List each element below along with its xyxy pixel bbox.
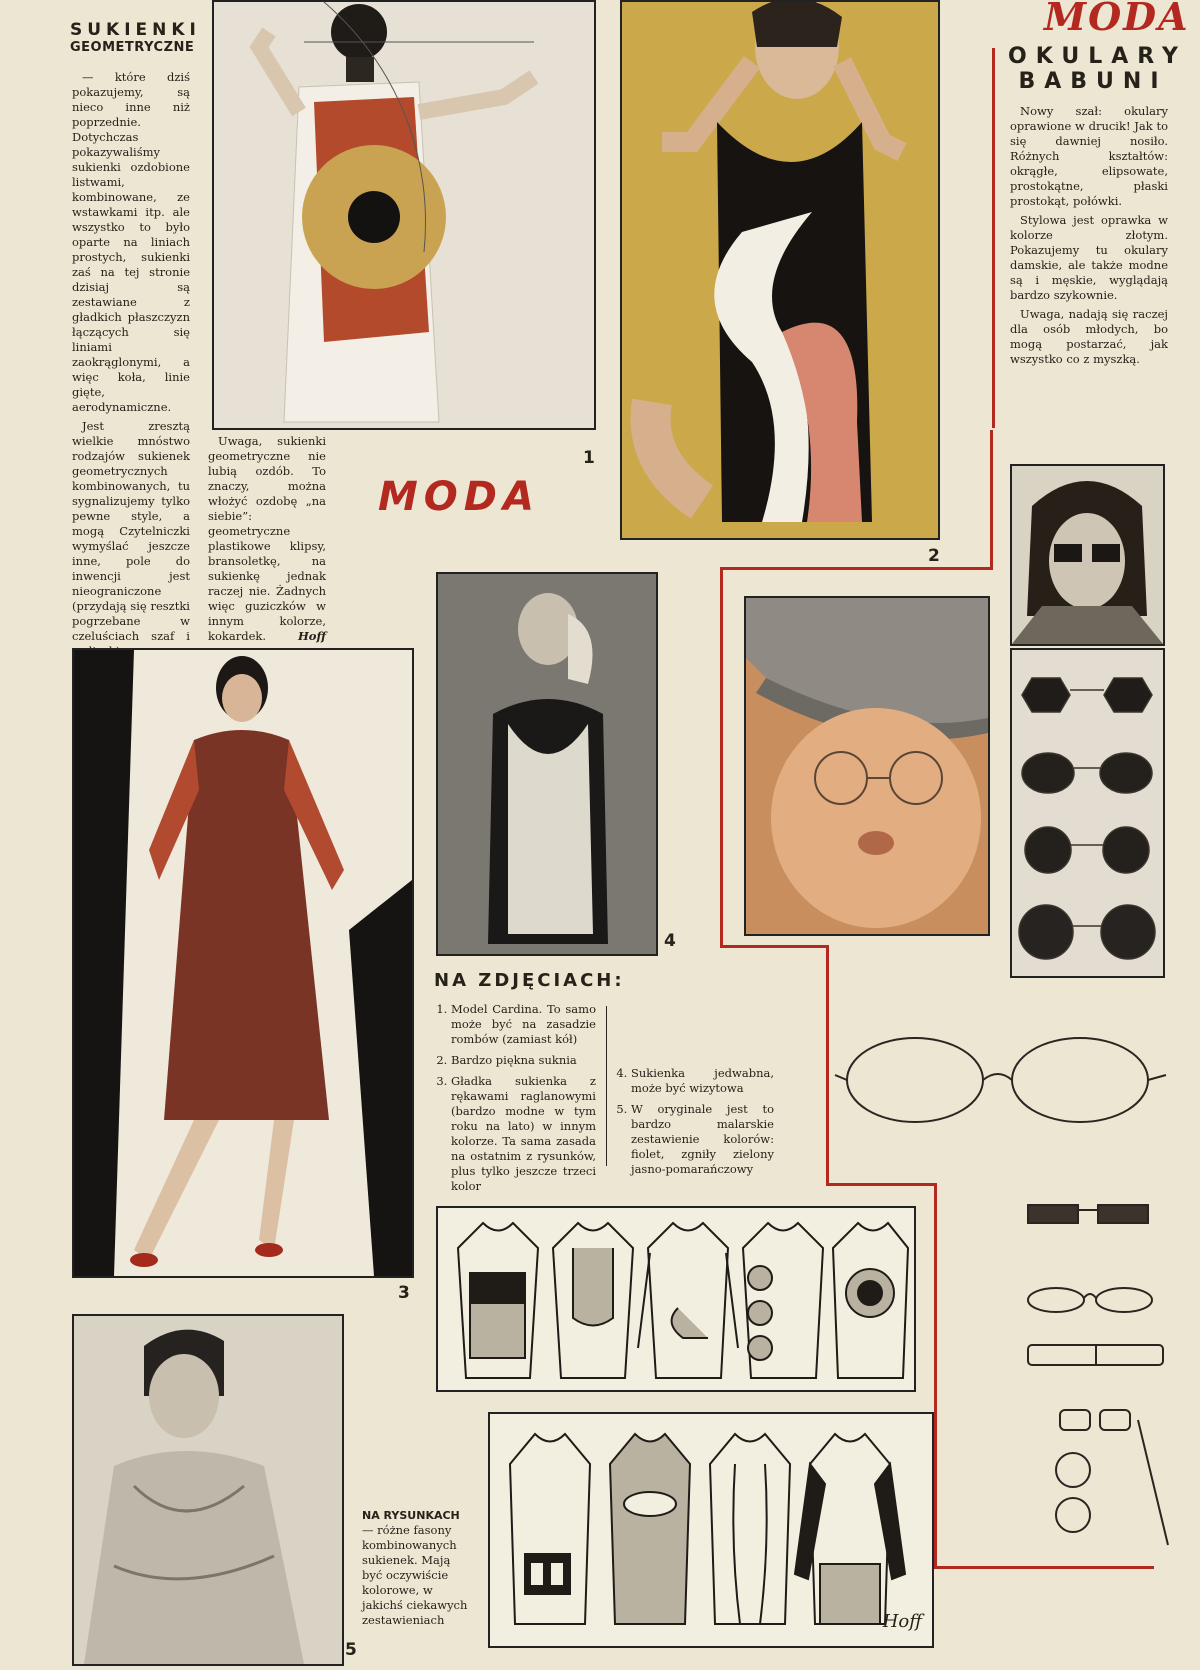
right-article-para2: Stylowa jest oprawka w kolorze złotym. Pokazujemy tu okulary damskie, ale także modne są i męskie, wyglądają bardzo szykownie. — [1010, 213, 1168, 302]
photo-4-silk-dress — [436, 572, 658, 956]
photo-sunglasses-collection — [1010, 648, 1165, 978]
sunglasses-collection-illustration — [1012, 650, 1163, 976]
photo-5-painterly-dress — [72, 1314, 344, 1666]
photo-3-number: 3 — [398, 1283, 410, 1303]
dress-sketches-row-1 — [436, 1206, 916, 1392]
left-article-signature: Hoff — [297, 629, 326, 643]
photo-3-raglan-dress — [72, 648, 414, 1278]
photo-cap-illustration — [746, 598, 988, 934]
left-article-column2 — [208, 434, 326, 644]
na-rysunkach-caption — [362, 1508, 474, 1628]
captions-divider — [606, 1006, 607, 1166]
caption-3: 3. Gładka sukienka z rękawami raglanowymi (bardzo modne w tym roku na lato) w innym kolorze. Ta sama zasada na ostatnim z rysunków, plus tylko jeszcze trzeci kolor — [451, 1074, 596, 1194]
caption-2: 2. Bardzo piękna suknia — [451, 1053, 596, 1068]
left-article-para2: Jest zresztą wielkie mnóstwo rodzajów sukienek geometrycznych kombinowanych, tu sygnalizujemy tylko pewne style, a mogą Czytelniczki wymyślać jeszcze inne, pole do inwencji jest nieograniczone (przydają się resztki pogrzebane w czeluściach szaf i — [72, 419, 190, 643]
dress-sketches-row-1-art — [438, 1208, 914, 1390]
photo-woman-with-cap-glasses — [744, 596, 990, 936]
left-article-para3: Uwaga, sukienki geometryczne nie lubią ozdób. To znaczy, można włożyć ozdobę „na siebie”: geometryczne plastikowe klipsy, bransoletkę, na sukienkę jednak raczej nie. Żadnych więc guziczków w innym kolorze, kokardek. — [208, 434, 326, 643]
moda-section-title: MODA — [378, 474, 540, 520]
left-article-para1: — które dziś pokazujemy, są nieco inne niż poprzednie. Dotychczas pokazywaliśmy sukienki ozdobione listwami, kombinowane, ze wstawkami itp. ale wszystko to było oparte na liniach prostych, sukienki zaś na tej stronie dzisiaj są zestawiane z gładkich płaszczyzn łączących się liniami zaokrąglonymi, a więc koła, linie gięte, aerodynamiczne. — [72, 70, 190, 414]
captions-list-b — [614, 1066, 774, 1177]
moda-masthead: MODA — [1044, 0, 1190, 39]
right-article-para1: Nowy szał: okulary oprawione w drucik! Jak to się dawniej nosiło. Różnych kształtów: okrągłe, elipsowate, prostokątne, płaski prostokąt, połówki. — [1010, 104, 1168, 208]
photo-1-geometric-dress — [212, 0, 596, 430]
photo-4-illustration — [438, 574, 656, 954]
caption-4: 4. Sukienka jedwabna, może być wizytowa — [631, 1066, 774, 1096]
red-border-step-h2 — [826, 1183, 936, 1186]
red-border-top — [720, 567, 992, 570]
na-zdjeciach-col1 — [434, 1002, 596, 1200]
dress-sketches-row-2 — [488, 1412, 934, 1648]
right-article-para3: Uwaga, nadają się raczej dla osób młodych, bo mogą postarzać, jak wszystko co z myszką. — [1010, 307, 1168, 366]
caption-1: 1. Model Cardina. To samo może być na zasadzie rombów (zamiast kół) — [451, 1002, 596, 1047]
photo-5-number: 5 — [345, 1640, 357, 1660]
na-zdjeciach-heading: NA ZDJĘCIACH: — [434, 970, 625, 991]
photo-2-illustration — [622, 2, 938, 538]
photo-sunglasses-illustration — [1012, 466, 1163, 644]
wire-glasses-drawing — [830, 1030, 1170, 1130]
red-border-step-v1 — [826, 945, 829, 1185]
right-article-title — [1008, 44, 1187, 94]
photo-4-number: 4 — [664, 931, 676, 951]
na-rysunkach-heading: NA RYSUNKACH — [362, 1509, 460, 1522]
left-article-title — [70, 20, 201, 55]
right-article-divider — [992, 48, 995, 428]
red-border-right — [990, 430, 993, 570]
photo-woman-sunglasses — [1010, 464, 1165, 646]
na-zdjeciach-col2 — [614, 1066, 774, 1183]
right-article-body — [1010, 104, 1168, 371]
photo-1-number: 1 — [583, 448, 595, 468]
left-title-line2: GEOMETRYCZNE — [70, 40, 195, 55]
na-rysunkach-text: — różne fasony kombinowanych sukienek. Mają być oczywiście kolorowe, w jakichś ciekawych zestawieniach — [362, 1523, 468, 1627]
sketch-signature: Hoff — [882, 1611, 922, 1632]
dress-sketches-row-2-art — [490, 1414, 932, 1646]
red-border-step-v2 — [934, 1183, 937, 1568]
left-article-column1 — [72, 70, 190, 663]
red-border-left — [720, 567, 723, 947]
red-border-bottom — [934, 1566, 1154, 1569]
photo-2-curved-dress — [620, 0, 940, 540]
photo-1-illustration — [214, 2, 594, 428]
photo-2-number: 2 — [928, 546, 940, 566]
small-glasses-drawings — [1018, 1170, 1178, 1550]
red-border-step-h1 — [720, 945, 828, 948]
left-title-line1: SUKIENKI — [70, 20, 201, 40]
captions-list-a — [434, 1002, 596, 1194]
photo-3-illustration — [74, 650, 412, 1276]
right-title-line2: BABUNI — [1018, 69, 1168, 94]
right-title-line1: OKULARY — [1008, 44, 1187, 69]
photo-5-illustration — [74, 1316, 342, 1664]
caption-5: 5. W oryginale jest to bardzo malarskie zestawienie kolorów: fiolet, zgniły zielony jasno-pomarańczowy — [631, 1102, 774, 1177]
